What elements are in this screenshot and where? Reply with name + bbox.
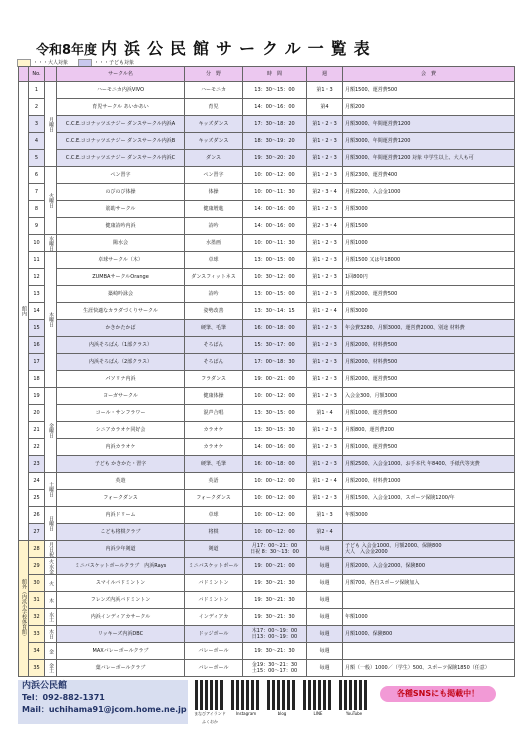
week-cell: 第1・2・3	[307, 252, 343, 269]
week-cell: 毎週	[307, 609, 343, 626]
time-cell: 14：00～16：00	[243, 201, 307, 218]
footer	[18, 680, 514, 724]
fee-cell: 月額3000	[343, 201, 515, 218]
field-cell: キッズダンス	[185, 116, 243, 133]
field-cell: カラオケ	[185, 439, 243, 456]
table-row	[19, 303, 515, 320]
field-cell: カラオケ	[185, 422, 243, 439]
row-number: 14	[29, 303, 45, 320]
time-cell: 10：00～12：00	[243, 507, 307, 524]
table-row	[19, 218, 515, 235]
fee-cell: 月額2000、運営費500	[343, 371, 515, 388]
row-number: 28	[29, 541, 45, 558]
table-row	[19, 473, 515, 490]
header-fee: 会 費	[343, 67, 515, 82]
fee-cell: 年額3000	[343, 507, 515, 524]
fee-cell: 月額3000	[343, 303, 515, 320]
circle-name: 葉バレーボールクラブ	[57, 660, 185, 677]
table-row	[19, 422, 515, 439]
contact-box	[18, 680, 188, 724]
field-cell: 体操	[185, 184, 243, 201]
time-cell: 14：00～16：00	[243, 439, 307, 456]
table-row	[19, 575, 515, 592]
table-row	[19, 490, 515, 507]
week-cell: 第1・2・3	[307, 133, 343, 150]
contact-tel: Tel：092-882-1371	[22, 693, 105, 702]
field-cell: ハーモニカ	[185, 82, 243, 99]
field-cell: 詩吟	[185, 286, 243, 303]
fee-cell: 月額3000、年間運営費1200	[343, 116, 515, 133]
day-label: 火	[45, 575, 57, 592]
fee-cell: 月額200	[343, 99, 515, 116]
time-cell: 10：00～12：00	[243, 167, 307, 184]
field-cell: 剣道	[185, 541, 243, 558]
circle-name: 内浜カラオケ	[57, 439, 185, 456]
table-header-row	[19, 67, 515, 82]
field-cell: キッズダンス	[185, 133, 243, 150]
header-group	[19, 67, 29, 82]
field-cell: ドッジボール	[185, 626, 243, 643]
fee-cell: 月額1000、運営費500	[343, 405, 515, 422]
row-number: 21	[29, 422, 45, 439]
time-cell: 13：30～14：15	[243, 303, 307, 320]
circle-name: 卓球サークル（木）	[57, 252, 185, 269]
row-number: 5	[29, 150, 45, 167]
fee-cell: 月額1500 又は年18000	[343, 252, 515, 269]
time-cell: 19：30～21：30	[243, 643, 307, 660]
circle-name: シニアカラオケ同好会	[57, 422, 185, 439]
week-cell: 毎週	[307, 541, 343, 558]
time-cell: 16：00～18：00	[243, 320, 307, 337]
week-cell: 第1・3	[307, 507, 343, 524]
fee-cell: 月額1000、運営費500	[343, 439, 515, 456]
time-cell: 19：30～21：30	[243, 609, 307, 626]
week-cell: 第2・3・4	[307, 218, 343, 235]
fee-cell	[343, 592, 515, 609]
time-cell: 17：00～18：30	[243, 354, 307, 371]
fee-cell	[343, 643, 515, 660]
week-cell: 毎週	[307, 626, 343, 643]
week-cell: 毎週	[307, 660, 343, 677]
week-cell: 毎週	[307, 558, 343, 575]
week-cell: 第1・2・3	[307, 337, 343, 354]
table-row	[19, 524, 515, 541]
fee-cell: 入会金300、月額3000	[343, 388, 515, 405]
fee-cell: 年会費3280、月額3000、運営費2000、別途 材料費	[343, 320, 515, 337]
field-cell: 卓球	[185, 252, 243, 269]
circle-name: コール・サンフラワー	[57, 405, 185, 422]
row-number: 17	[29, 354, 45, 371]
header-time: 時 間	[243, 67, 307, 82]
week-cell: 第1・2・3	[307, 320, 343, 337]
circle-name: フレンズ内浜バドミントン	[57, 592, 185, 609]
week-cell: 第1・2・3	[307, 422, 343, 439]
week-cell: 第1・2・3	[307, 201, 343, 218]
row-number: 6	[29, 167, 45, 184]
sns-badge: 各種SNSにも掲載中！	[380, 686, 496, 702]
fee-cell: 月額1000、保険800	[343, 626, 515, 643]
qr-code-icon	[231, 680, 261, 710]
table-row	[19, 269, 515, 286]
header-day	[45, 67, 57, 82]
circle-name: こども将棋クラブ	[57, 524, 185, 541]
time-cell: 18：30～19：20	[243, 133, 307, 150]
field-cell: 健康体操	[185, 388, 243, 405]
contact-mail[interactable]: Mail：uchihama91@jcom.home.ne.jp	[22, 705, 187, 714]
table-row	[19, 82, 515, 99]
time-cell: 13：00～15：00	[243, 286, 307, 303]
circle-name: ペン習字	[57, 167, 185, 184]
time-cell: 16：00～18：00	[243, 456, 307, 473]
time-cell: 14：00～16：00	[243, 218, 307, 235]
circle-name: フォークダンス	[57, 490, 185, 507]
qr-blog[interactable]: blog	[266, 680, 298, 718]
circle-name: C.C.E.ココナッツエナジー ダンスサークル内浜C	[57, 150, 185, 167]
row-number: 1	[29, 82, 45, 99]
circle-name: 内浜そろばん（1部クラス）	[57, 337, 185, 354]
fee-cell: 月額2000、入会金2000、保険800	[343, 558, 515, 575]
table-row	[19, 235, 515, 252]
row-number: 16	[29, 337, 45, 354]
circle-name: MAXバレーボールクラブ	[57, 643, 185, 660]
week-cell: 第1・2・3	[307, 235, 343, 252]
field-cell: バドミントン	[185, 592, 243, 609]
table-row	[19, 99, 515, 116]
circle-name: C.C.E.ココナッツエナジー ダンスサークル内浜A	[57, 116, 185, 133]
field-cell: フラダンス	[185, 371, 243, 388]
fee-cell: 月額800、運営費200	[343, 422, 515, 439]
circle-name: 陽水会	[57, 235, 185, 252]
week-cell: 第1・2・3	[307, 439, 343, 456]
week-cell: 第1・2・3	[307, 371, 343, 388]
circle-name: C.C.E.ココナッツエナジー ダンスサークル内浜B	[57, 133, 185, 150]
day-label: 水曜日	[45, 235, 57, 252]
week-cell: 毎週	[307, 592, 343, 609]
circle-name: 筋助サークル	[57, 201, 185, 218]
fee-cell: 月額1000	[343, 235, 515, 252]
table-row	[19, 167, 515, 184]
field-cell: 硬筆、毛筆	[185, 456, 243, 473]
field-cell: 英語	[185, 473, 243, 490]
row-number: 2	[29, 99, 45, 116]
week-cell: 第2・4	[307, 524, 343, 541]
fee-cell: 1回800円	[343, 269, 515, 286]
week-cell: 第1・2・3	[307, 150, 343, 167]
field-cell: 詩吟	[185, 218, 243, 235]
qr-code-icon	[195, 680, 225, 710]
legend-child-label: ・・・子ども対象	[94, 60, 135, 66]
field-cell: バレーボール	[185, 643, 243, 660]
qr-code-icon	[339, 680, 369, 710]
circle-name: ハーモニカ内浜VIVO	[57, 82, 185, 99]
row-number: 33	[29, 626, 45, 643]
time-cell: 10：00～11：30	[243, 184, 307, 201]
fee-cell: 月額1500	[343, 218, 515, 235]
row-number: 30	[29, 575, 45, 592]
table-row	[19, 507, 515, 524]
week-cell: 第1・2・3	[307, 456, 343, 473]
field-cell: そろばん	[185, 337, 243, 354]
row-number: 19	[29, 388, 45, 405]
field-cell: 水墨画	[185, 235, 243, 252]
field-cell: ダンスフィットネス	[185, 269, 243, 286]
qr-line[interactable]: LINE	[302, 680, 334, 718]
circle-name: ミニバスケットボールクラブ 内浜Rays	[57, 558, 185, 575]
fee-cell: 月額2500、入会金1000、お手本代 年8400、手紙代等実費	[343, 456, 515, 473]
row-number: 11	[29, 252, 45, 269]
fee-cell: 月額2000、材料費1000	[343, 473, 515, 490]
week-cell: 第1・2・3	[307, 490, 343, 507]
day-label: 金土	[45, 660, 57, 677]
row-number: 7	[29, 184, 45, 201]
circle-name: 内浜ドリーム	[57, 507, 185, 524]
field-cell: 卓球	[185, 507, 243, 524]
contact-name: 内浜公民館	[22, 681, 68, 691]
circle-name: ヨーガサークル	[57, 388, 185, 405]
fee-cell: 月額1500、入会金1000、スポーツ保険1200/年	[343, 490, 515, 507]
time-cell: 19：00～21：00	[243, 558, 307, 575]
week-cell: 第1・2・3	[307, 388, 343, 405]
week-cell: 第1・2・3	[307, 269, 343, 286]
circle-name: 育児サークル あいかあい	[57, 99, 185, 116]
circle-name: 内浜インディアカサークル	[57, 609, 185, 626]
time-cell: 10：00～12：00	[243, 490, 307, 507]
time-cell: 月17：00～21：00 日祝 8：30～13：00	[243, 541, 307, 558]
qr-manabi[interactable]: まなびアイランドふくおか	[194, 680, 226, 718]
time-cell: 19：30～21：30	[243, 575, 307, 592]
circle-name: 英遊	[57, 473, 185, 490]
fee-cell: 年額1000	[343, 609, 515, 626]
fee-cell: 月額（一般）1000／（学生）500、スポーツ保険1850（任意）	[343, 660, 515, 677]
day-label: 木日	[45, 626, 57, 643]
fee-cell: 子ども 入会金1000、月額2000、保険800 大人 入会金2000	[343, 541, 515, 558]
fee-cell: 月額1500、運営費500	[343, 82, 515, 99]
circle-name: 築崎吟詠会	[57, 286, 185, 303]
day-label: 月日祝	[45, 541, 57, 558]
circle-name: のびのび体操	[57, 184, 185, 201]
row-number: 20	[29, 405, 45, 422]
row-number: 8	[29, 201, 45, 218]
circle-table	[18, 66, 515, 677]
fee-cell: 月額3000、年間運営費1200 対象 中学生以上、大人も可	[343, 150, 515, 167]
time-cell: 13：30～15：30	[243, 422, 307, 439]
week-cell: 第2・3・4	[307, 184, 343, 201]
fee-cell: 月額700、各自スポーツ保険加入	[343, 575, 515, 592]
fee-cell	[343, 524, 515, 541]
row-number: 26	[29, 507, 45, 524]
table-row	[19, 150, 515, 167]
group-label: 館外（内浜小学校体育館）	[19, 541, 29, 677]
group-label: 館内	[19, 82, 29, 541]
time-cell: 19：30～21：30	[243, 592, 307, 609]
week-cell: 第4	[307, 99, 343, 116]
header-week: 週	[307, 67, 343, 82]
row-number: 4	[29, 133, 45, 150]
row-number: 10	[29, 235, 45, 252]
table-row	[19, 252, 515, 269]
row-number: 23	[29, 456, 45, 473]
field-cell: 将棋	[185, 524, 243, 541]
day-label: 木曜日	[45, 252, 57, 388]
table-row	[19, 286, 515, 303]
day-label: 火水金	[45, 558, 57, 575]
field-cell: ダンス	[185, 150, 243, 167]
field-cell: 姿勢改善	[185, 303, 243, 320]
field-cell: フォークダンス	[185, 490, 243, 507]
week-cell: 第1・2・4	[307, 473, 343, 490]
time-cell: 10：30～12：00	[243, 269, 307, 286]
field-cell: 混声合唱	[185, 405, 243, 422]
row-number: 29	[29, 558, 45, 575]
field-cell: ミニバスケットボール	[185, 558, 243, 575]
table-row	[19, 541, 515, 558]
circle-name: ZUMBAサークルOrange	[57, 269, 185, 286]
day-label: 日曜日	[45, 507, 57, 541]
field-cell: インディアカ	[185, 609, 243, 626]
field-cell: ペン習字	[185, 167, 243, 184]
field-cell: バレーボール	[185, 660, 243, 677]
row-number: 32	[29, 609, 45, 626]
day-label: 木	[45, 592, 57, 609]
table-row	[19, 354, 515, 371]
table-row	[19, 337, 515, 354]
time-cell: 19：00～21：00	[243, 371, 307, 388]
table-row	[19, 609, 515, 626]
table-row	[19, 405, 515, 422]
circle-name: 健康詩吟内浜	[57, 218, 185, 235]
time-cell: 15：30～17：00	[243, 337, 307, 354]
header-field: 分 野	[185, 67, 243, 82]
time-cell: 13：00～15：00	[243, 252, 307, 269]
table-row	[19, 320, 515, 337]
circle-name: 生涯快適なカラダづくりサークル	[57, 303, 185, 320]
row-number: 34	[29, 643, 45, 660]
time-cell: 13：30～15：00	[243, 82, 307, 99]
table-row	[19, 643, 515, 660]
week-cell: 毎週	[307, 643, 343, 660]
time-cell: 金19：30～21：30 土15：00～17：00	[243, 660, 307, 677]
field-cell: そろばん	[185, 354, 243, 371]
table-row	[19, 439, 515, 456]
fee-cell: 月額2000、材料費500	[343, 354, 515, 371]
time-cell: 10：00～12：00	[243, 388, 307, 405]
circle-name: かきかたかば	[57, 320, 185, 337]
table-row	[19, 592, 515, 609]
time-cell: 19：30～20：20	[243, 150, 307, 167]
table-row	[19, 388, 515, 405]
time-cell: 10：00～12：00	[243, 473, 307, 490]
qr-youtube[interactable]: YouTube	[338, 680, 370, 718]
week-cell: 第1・2・4	[307, 303, 343, 320]
row-number: 22	[29, 439, 45, 456]
field-cell: 硬筆、毛筆	[185, 320, 243, 337]
day-label: 月曜日	[45, 82, 57, 167]
legend-adult-label: ・・・大人対象	[33, 60, 69, 66]
qr-instagram[interactable]: Instagram	[230, 680, 262, 718]
field-cell: 育児	[185, 99, 243, 116]
table-row	[19, 201, 515, 218]
row-number: 13	[29, 286, 45, 303]
week-cell: 第1・2・3	[307, 286, 343, 303]
qr-code-icon	[267, 680, 297, 710]
week-cell: 第1・2・3	[307, 167, 343, 184]
circle-name: スマイルバドミントン	[57, 575, 185, 592]
field-cell: 健康増進	[185, 201, 243, 218]
fee-cell: 月額2300、運営費400	[343, 167, 515, 184]
week-cell: 第1・2・3	[307, 354, 343, 371]
row-number: 31	[29, 592, 45, 609]
field-cell: バドミントン	[185, 575, 243, 592]
row-number: 25	[29, 490, 45, 507]
table-body	[19, 82, 515, 677]
table-row	[19, 660, 515, 677]
table-row	[19, 133, 515, 150]
qr-list	[194, 680, 370, 724]
fee-cell: 月額2000、運営費500	[343, 286, 515, 303]
week-cell: 第1・2・3	[307, 116, 343, 133]
row-number: 9	[29, 218, 45, 235]
day-label: 金	[45, 643, 57, 660]
row-number: 15	[29, 320, 45, 337]
fee-cell: 月額2200、入会金1000	[343, 184, 515, 201]
time-cell: 13：30～15：00	[243, 405, 307, 422]
table-row	[19, 456, 515, 473]
circle-name: 内浜そろばん（2部クラス）	[57, 354, 185, 371]
day-label: 火曜日	[45, 167, 57, 235]
time-cell: 14：00～16：00	[243, 99, 307, 116]
fee-cell: 月額2000、材料費500	[343, 337, 515, 354]
title-prefix: 令和8年度	[36, 43, 98, 58]
week-cell: 毎週	[307, 575, 343, 592]
circle-name: パソリナ内浜	[57, 371, 185, 388]
qr-code-icon	[303, 680, 333, 710]
circle-name: リッキーズ内浜DBC	[57, 626, 185, 643]
header-no: No.	[29, 67, 45, 82]
row-number: 3	[29, 116, 45, 133]
time-cell: 木17：00～19：00 日13：00～19：00	[243, 626, 307, 643]
row-number: 35	[29, 660, 45, 677]
fee-cell: 月額3000、年間運営費1200	[343, 133, 515, 150]
day-label: 金曜日	[45, 388, 57, 473]
table-row	[19, 558, 515, 575]
circle-name: 内浜少年剣道	[57, 541, 185, 558]
table-row	[19, 116, 515, 133]
row-number: 24	[29, 473, 45, 490]
table-row	[19, 184, 515, 201]
table-row	[19, 626, 515, 643]
week-cell: 第1・4	[307, 405, 343, 422]
page-title	[36, 36, 496, 60]
time-cell: 10：00～11：30	[243, 235, 307, 252]
header-name: サークル名	[57, 67, 185, 82]
row-number: 12	[29, 269, 45, 286]
row-number: 27	[29, 524, 45, 541]
day-label: 土曜日	[45, 473, 57, 507]
day-label: 水土	[45, 609, 57, 626]
table-row	[19, 371, 515, 388]
time-cell: 10：00～12：00	[243, 524, 307, 541]
circle-name: 子ども かきかた・習字	[57, 456, 185, 473]
row-number: 18	[29, 371, 45, 388]
week-cell: 第1・3	[307, 82, 343, 99]
time-cell: 17：30～18：20	[243, 116, 307, 133]
title-main: 内浜公民館サークル一覧表	[101, 39, 377, 58]
